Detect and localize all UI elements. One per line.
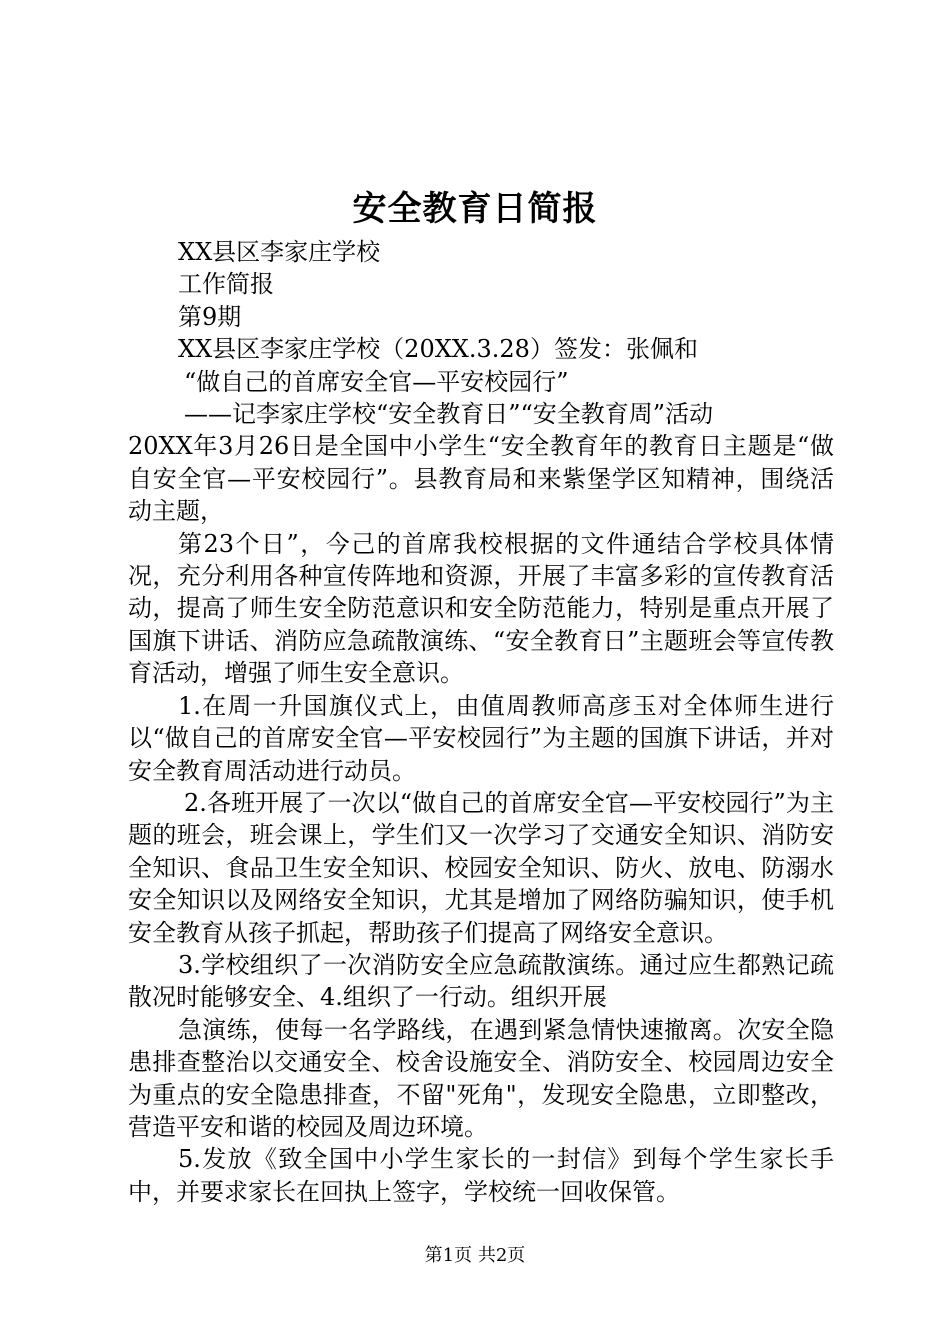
issue-number-line: 第9期 (178, 302, 242, 331)
paragraph: 20XX年3月26日是全国中小学生“安全教育年的教育日主题是“做自安全官—平安校园行”。县教育局和来紫堡学区知精神，围绕活动主题， (128, 432, 834, 526)
page-footer: 第1页 共2页 (424, 1245, 526, 1266)
bulletin-type-line: 工作简报 (178, 270, 274, 299)
issuer-line: XX县区李家庄学校（20XX.3.28）签发：张佩和 (178, 335, 698, 364)
paragraph: 第23个日”，今己的首席我校根据的文件通结合学校具体情况，充分利用各种宣传阵地和资源，开展了丰富多彩的宣传教育活动，提高了师生安全防范意识和安全防范能力，特别是重点开展了国旗下讲话、消防应急疏散演练、“安全教育日”主题班会等宣传教育活动，增强了师生安全意识。 (128, 529, 834, 688)
paragraph: 5.发放《致全国中小学生家长的一封信》到每个学生家长手中，并要求家长在回执上签字，学校统一回收保管。 (128, 1145, 834, 1206)
document-body (128, 236, 834, 1208)
school-name-line: XX县区李家庄学校 (178, 238, 381, 266)
headline: “做自己的首席安全官—平安校园行” (184, 367, 569, 396)
document-title: 安全教育日简报 (352, 189, 598, 229)
subheadline: ——记李家庄学校“安全教育日”“安全教育周”活动 (184, 400, 714, 429)
paragraph: 急演练，使每一名学路线，在遇到紧急情快速撤离。次安全隐患排查整治以交通安全、校舍设施安全、消防安全、校园周边安全为重点的安全隐患排查，不留"死角"，发现安全隐患，立即整改，营造平安和谐的校园及周边环境。 (128, 1015, 834, 1141)
paragraph: 3.学校组织了一次消防安全应急疏散演练。通过应生都熟记疏散况时能够安全、4.组织了一行动。组织开展 (128, 950, 834, 1012)
paragraph: 1.在周一升国旗仪式上，由值周教师高彦玉对全体师生进行以“做自己的首席安全官—平安校园行”为主题的国旗下讲话，并对安全教育周活动进行动员。 (128, 691, 834, 785)
paragraph: 2.各班开展了一次以“做自己的首席安全官—平安校园行”为主题的班会，班会课上，学生们又一次学习了交通安全知识、消防安全知识、食品卫生安全知识、校园安全知识、防火、放电、防溺水安全知识以及网络安全知识，尤其是增加了网络防骗知识，使手机安全教育从孩子抓起，帮助孩子们提高了网络安全意识。 (128, 788, 834, 947)
